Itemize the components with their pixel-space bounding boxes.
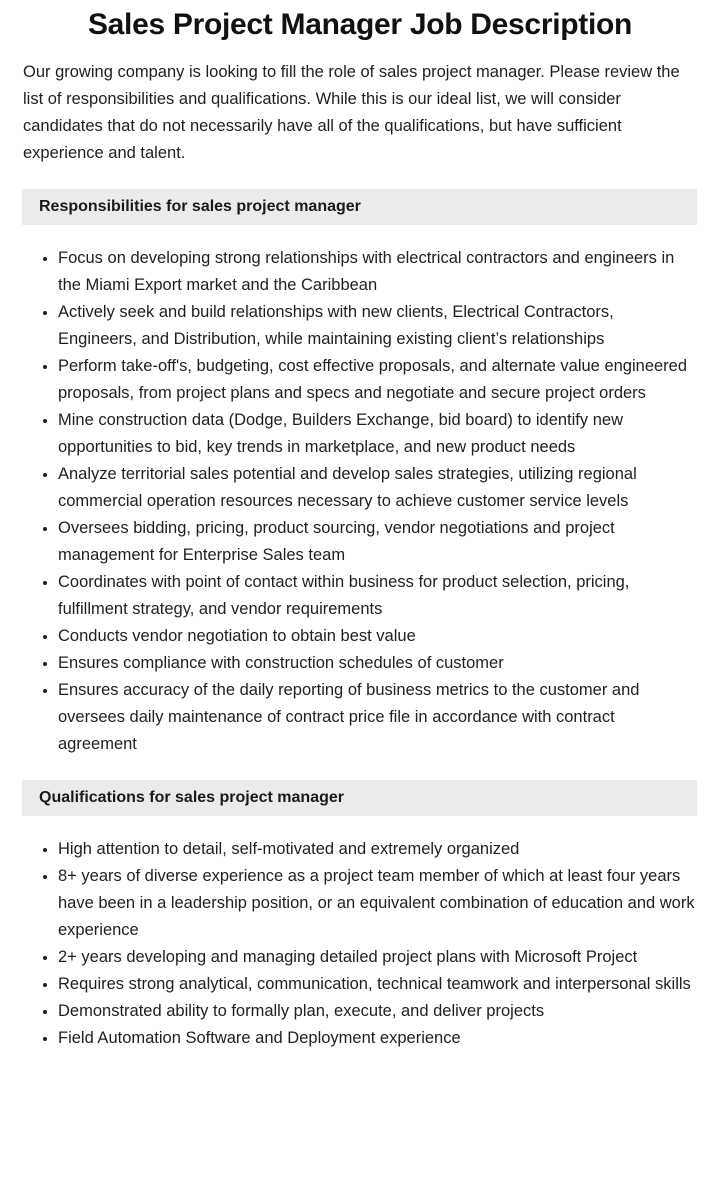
list-item: Actively seek and build relationships with new clients, Electrical Contractors, Engineers, and Distribution, while maintaining existing client’s relationships xyxy=(23,299,697,353)
qualifications-list xyxy=(0,816,720,1052)
list-item: Coordinates with point of contact within business for product selection, pricing, fulfillment strategy, and vendor requirements xyxy=(23,569,697,623)
list-item: Demonstrated ability to formally plan, execute, and deliver projects xyxy=(23,998,697,1025)
list-item: Requires strong analytical, communication, technical teamwork and interpersonal skills xyxy=(23,971,697,998)
responsibilities-list xyxy=(0,225,720,758)
list-item: Ensures accuracy of the daily reporting of business metrics to the customer and oversees daily maintenance of contract price file in accordance with contract agreement xyxy=(23,677,697,758)
list-item: 8+ years of diverse experience as a project team member of which at least four years have been in a leadership position, or an equivalent combination of education and work experience xyxy=(23,863,697,944)
section-header-qualifications xyxy=(22,780,697,816)
section-header-label: Responsibilities for sales project manager xyxy=(39,198,361,215)
page-title: Sales Project Manager Job Description xyxy=(87,8,633,41)
section-header-label: Qualifications for sales project manager xyxy=(39,789,344,806)
list-item: Focus on developing strong relationships with electrical contractors and engineers in the Miami Export market and the Caribbean xyxy=(23,245,697,299)
section-qualifications xyxy=(0,780,720,1052)
list-item: High attention to detail, self-motivated and extremely organized xyxy=(23,836,697,863)
list-item: Conducts vendor negotiation to obtain best value xyxy=(23,623,697,650)
section-header-responsibilities xyxy=(22,189,697,225)
list-item: Oversees bidding, pricing, product sourcing, vendor negotiations and project management for Enterprise Sales team xyxy=(23,515,697,569)
list-item: Ensures compliance with construction schedules of customer xyxy=(23,650,697,677)
page-bottom-spacer xyxy=(0,1052,720,1074)
list-item: Mine construction data (Dodge, Builders Exchange, bid board) to identify new opportunities to bid, key trends in marketplace, and new product needs xyxy=(23,407,697,461)
list-item: Field Automation Software and Deployment experience xyxy=(23,1025,697,1052)
list-item: 2+ years developing and managing detailed project plans with Microsoft Project xyxy=(23,944,697,971)
intro-paragraph: Our growing company is looking to fill the role of sales project manager. Please review the list of responsibilities and qualifications. While this is our ideal list, we will consider candidates that do not necessarily have all of the qualifications, but have sufficient experience and talent. xyxy=(23,63,680,162)
section-responsibilities xyxy=(0,189,720,758)
list-item: Perform take-off's, budgeting, cost effective proposals, and alternate value engineered proposals, from project plans and specs and negotiate and secure project orders xyxy=(23,353,697,407)
list-item: Analyze territorial sales potential and develop sales strategies, utilizing regional commercial operation resources necessary to achieve customer service levels xyxy=(23,461,697,515)
